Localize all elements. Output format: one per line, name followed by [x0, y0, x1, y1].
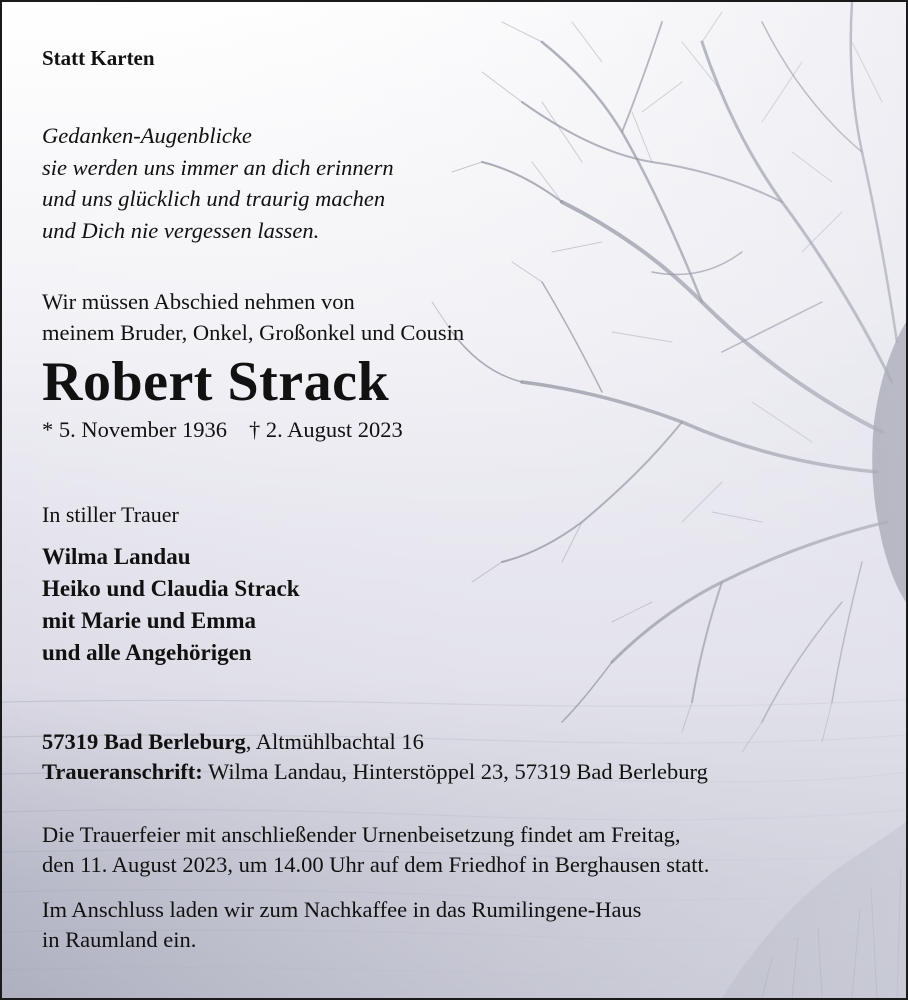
statt-karten-label: Statt Karten: [42, 46, 155, 70]
life-dates: [42, 417, 403, 443]
mourner-name: mit Marie und Emma: [42, 608, 257, 633]
intro-line: meinem Bruder, Onkel, Großonkel und Cousin: [42, 320, 465, 345]
mourners-list: [42, 541, 300, 669]
deceased-name: Robert Strack: [42, 351, 390, 413]
poem-line: und uns glücklich und traurig machen: [42, 186, 386, 211]
mourner-name: Wilma Landau: [42, 544, 191, 569]
mourning-address-label: Traueranschrift:: [42, 759, 203, 784]
home-address: [42, 727, 708, 757]
reception-line: Im Anschluss laden wir zum Nachkaffee in das Rumilingene-Haus: [42, 897, 642, 922]
poem-line: und Dich nie vergessen lassen.: [42, 217, 320, 243]
poem: [42, 120, 394, 246]
mourner-name: Heiko und Claudia Strack: [42, 576, 300, 601]
mourning-heading: In stiller Trauer: [42, 502, 179, 527]
poem-line: sie werden uns immer an dich erinnern: [42, 154, 394, 180]
funeral-line: den 11. August 2023, um 14.00 Uhr auf dem Friedhof in Berghausen statt.: [42, 852, 710, 877]
reception-notice: [42, 895, 641, 955]
intro-line: Wir müssen Abschied nehmen von: [42, 289, 355, 314]
poem-line: Gedanken-Augenblicke: [42, 123, 252, 148]
birth-date: * 5. November 1936: [42, 417, 227, 442]
address-block: [42, 727, 708, 787]
death-date: † 2. August 2023: [248, 417, 403, 442]
funeral-line: Die Trauerfeier mit anschließender Urnenbeisetzung findet am Freitag,: [42, 822, 681, 847]
obituary-text: [2, 2, 906, 998]
street: , Altmühlbachtal 16: [245, 729, 424, 754]
reception-line: in Raumland ein.: [42, 927, 197, 952]
funeral-notice: [42, 820, 709, 880]
mourning-address-value: Wilma Landau, Hinterstöppel 23, 57319 Bad Berleburg: [202, 759, 708, 784]
farewell-intro: [42, 286, 464, 348]
city: 57319 Bad Berleburg: [42, 729, 246, 754]
mourning-address: [42, 757, 708, 787]
mourner-name: und alle Angehörigen: [42, 640, 252, 665]
